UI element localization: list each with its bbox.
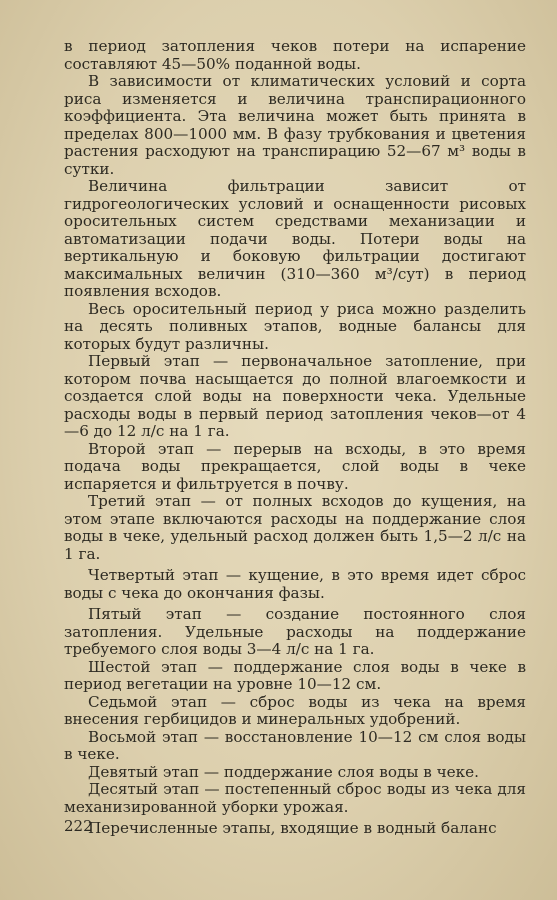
paragraph-15: Перечисленные этапы, входящие в водный баланс: [88, 819, 497, 837]
body-text: [64, 38, 526, 838]
paragraph-7: Третий этап — от полных всходов до кущения, на этом этапе включаются расходы на поддержание слоя воды в чеке, удельный расход должен быть 1,5—2 л/с на 1 га.: [64, 492, 526, 563]
paragraph-12: Восьмой этап — восстановление 10—12 см слоя воды в чеке.: [64, 727, 526, 763]
paragraph-3: Величина фильтрации зависит от гидрогеологических условий и оснащенности рисовых оросительных систем средствами механизации и автоматизации подачи воды. Потери воды на вертикальную и боковую фильтрации достигают максимальных величин (310—360 м³/сут) в период появления всходов.: [64, 177, 526, 300]
page-number: 222: [64, 817, 93, 835]
paragraph-6: Второй этап — перерыв на всходы, в это время подача воды прекращается, слой воды в чеке испаряется и фильтруется в почву.: [64, 439, 526, 493]
paragraph-11: Седьмой этап — сброс воды из чека на время внесения гербицидов и минеральных удобрений.: [64, 692, 526, 728]
paragraph-14: Десятый этап — постепенный сброс воды из чека для механизированной уборки урожая.: [64, 780, 526, 816]
paragraph-4: Весь оросительный период у риса можно разделить на десять поливных этапов, водные балансы для которых будут различны.: [64, 299, 526, 353]
paragraph-10: Шестой этап — поддержание слоя воды в чеке в период вегетации на уровне 10—12 см.: [64, 657, 526, 693]
paragraph-1: в период затопления чеков потери на испарение составляют 45—50% поданной воды.: [64, 37, 526, 73]
paragraph-2: В зависимости от климатических условий и сорта риса изменяется и величина транспирационного коэффициента. Эта величина может быть принята в пределах 800—1000 мм. В фазу трубкования и цветения растения расходуют на транспирацию 52—67 м³ воды в сутки.: [64, 72, 526, 178]
paragraph-13: Девятый этап — поддержание слоя воды в чеке.: [88, 762, 479, 781]
paragraph-9: Пятый этап — создание постоянного слоя затопления. Удельные расходы на поддержание требуемого слоя воды 3—4 л/с на 1 га.: [64, 605, 526, 658]
paragraph-8: Четвертый этап — кущение, в это время идет сброс воды с чека до окончания фазы.: [64, 566, 526, 602]
paragraph-5: Первый этап — первоначальное затопление, при котором почва насыщается до полной влагоемкости и создается слой воды на поверхности чека. Удельные расходы воды в первый период затопления чеков—от 4—6 до 12 л/с на 1 га.: [64, 352, 526, 440]
